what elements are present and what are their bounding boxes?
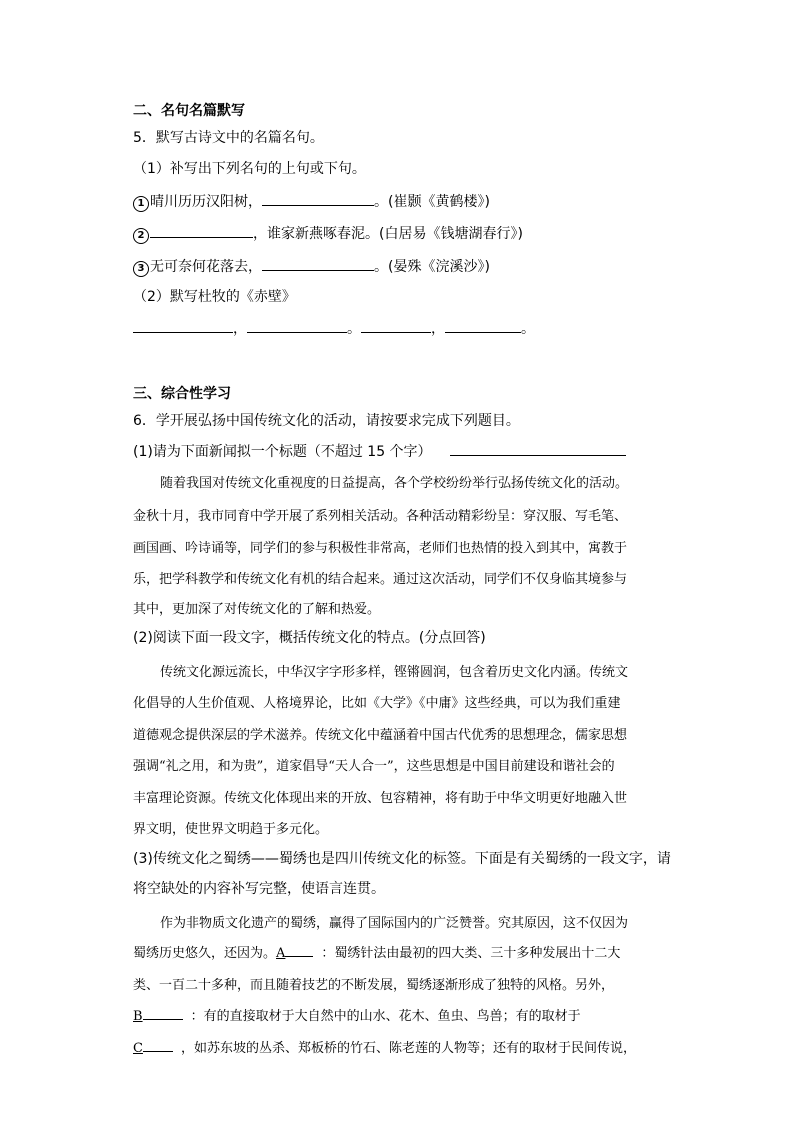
circled-number-3: 3: [133, 261, 149, 277]
answer-blank[interactable]: [450, 441, 626, 456]
comma: ，: [233, 321, 247, 337]
paragraph-line: 界文明，使世界文明趋于多元化。: [133, 822, 329, 837]
text: ：蜀绣针法由最初的四大类、三十多种发展出十二大: [321, 946, 621, 961]
question-6-1-text: (1)请为下面新闻拟一个标题（不超过 15 个字）: [133, 444, 432, 460]
text: ，如苏东坡的丛杀、郑板桥的竹石、陈老莲的人物等；还有的取材于民间传说，: [180, 1041, 636, 1056]
section-3-heading: 三、综合性学习: [133, 386, 231, 402]
blank-c-label: C: [133, 1041, 143, 1056]
item-1-prefix: 晴川历历汉阳树，: [150, 194, 262, 210]
circled-number-2: 2: [133, 228, 149, 244]
item-1: [133, 191, 490, 212]
paragraph-line: 随着我国对传统文化重视度的日益提高，各个学校纷纷举行弘扬传统文化的活动。: [160, 476, 629, 491]
item-1-suffix: 。(崔颢《黄鹤楼》): [374, 194, 490, 210]
paragraph-line: 画国画、吟诗诵等，同学们的参与积极性非常高，老师们也热情的投入到其中，寓教于: [133, 541, 628, 556]
item-2-suffix: ，谁家新燕啄春泥。(白居易《钱塘湖春行》): [253, 226, 523, 242]
answer-blank[interactable]: [247, 318, 347, 333]
blank-a[interactable]: [285, 942, 313, 957]
question-6-1: [133, 441, 626, 462]
item-3: [133, 256, 490, 277]
paragraph-line: 化倡导的人生价值观、人格境界论，比如《大学》《中庸》这些经典，可以为我们重建: [133, 696, 621, 711]
period: 。: [347, 321, 361, 337]
blank-a-label: A: [276, 946, 286, 961]
paragraph-line: 作为非物质文化遗产的蜀绣，赢得了国际国内的广泛赞誉。究其原因，这不仅因为: [160, 916, 629, 931]
blank-c[interactable]: [143, 1037, 173, 1052]
period: 。: [521, 321, 535, 337]
answer-blank[interactable]: [445, 318, 521, 333]
paragraph-line: 丰富理论资源。传统文化体现出来的开放、包容精神，将有助于中华文明更好地融入世: [133, 791, 628, 806]
paragraph-line-c: [133, 1037, 668, 1056]
item-2: [133, 223, 523, 244]
paragraph-line: 道德观念提供深层的学术滋养。传统文化中蕴涵着中国古代优秀的思想理念，儒家思想: [133, 728, 628, 743]
question-6-2: (2)阅读下面一段文字，概括传统文化的特点。(分点回答): [133, 630, 486, 646]
paragraph-line: 其中，更加深了对传统文化的了解和热爱。: [133, 602, 381, 617]
question-5-2: （2）默写杜牧的《赤壁》: [133, 289, 296, 305]
question-6-3: (3)传统文化之蜀绣——蜀绣也是四川传统文化的标签。下面是有关蜀绣的一段文字，请: [133, 851, 671, 867]
circled-number-1: 1: [133, 196, 149, 212]
question-6-3-cont: 将空缺处的内容补写完整，使语言连贯。: [133, 881, 385, 897]
section-2-heading: 二、名句名篇默写: [133, 103, 245, 119]
paragraph-line: 类、一百二十多种，而且随着技艺的不断发展，蜀绣逐渐形成了独特的风格。另外，: [133, 978, 615, 993]
paragraph-line: 强调“礼之用，和为贵”，道家倡导“天人合一”，这些思想是中国目前建设和谐社会的: [133, 759, 615, 774]
chibi-blanks: [133, 318, 535, 339]
paragraph-line-a: [133, 942, 668, 961]
answer-blank[interactable]: [262, 256, 374, 271]
comma: ，: [431, 321, 445, 337]
item-3-prefix: 无可奈何花落去，: [150, 259, 262, 275]
text: 蜀绣历史悠久，还因为。: [133, 946, 277, 961]
blank-b-label: B: [133, 1009, 143, 1024]
question-5: 5．默写古诗文中的名篇名句。: [133, 130, 324, 146]
answer-blank[interactable]: [133, 318, 233, 333]
answer-blank[interactable]: [262, 191, 374, 206]
text: ：有的直接取材于大自然中的山水、花木、鱼虫、鸟兽；有的取材于: [190, 1009, 581, 1024]
paragraph-line: 乐，把学科教学和传统文化有机的结合起来。通过这次活动，同学们不仅身临其境参与: [133, 572, 628, 587]
blank-b[interactable]: [143, 1005, 183, 1020]
question-6: 6．学开展弘扬中国传统文化的活动，请按要求完成下列题目。: [133, 413, 520, 429]
paragraph-line: 传统文化源远流长，中华汉字字形多样，铿锵圆润，包含着历史文化内涵。传统文: [160, 665, 629, 680]
paragraph-line-b: [133, 1005, 668, 1024]
answer-blank[interactable]: [150, 223, 253, 238]
item-3-suffix: 。(晏殊《浣溪沙》): [374, 259, 490, 275]
paragraph-line: 金秋十月，我市同育中学开展了系列相关活动。各种活动精彩纷呈：穿汉服、写毛笔、: [133, 509, 628, 524]
question-5-1: （1）补写出下列名句的上句或下句。: [133, 161, 366, 177]
answer-blank[interactable]: [361, 318, 431, 333]
